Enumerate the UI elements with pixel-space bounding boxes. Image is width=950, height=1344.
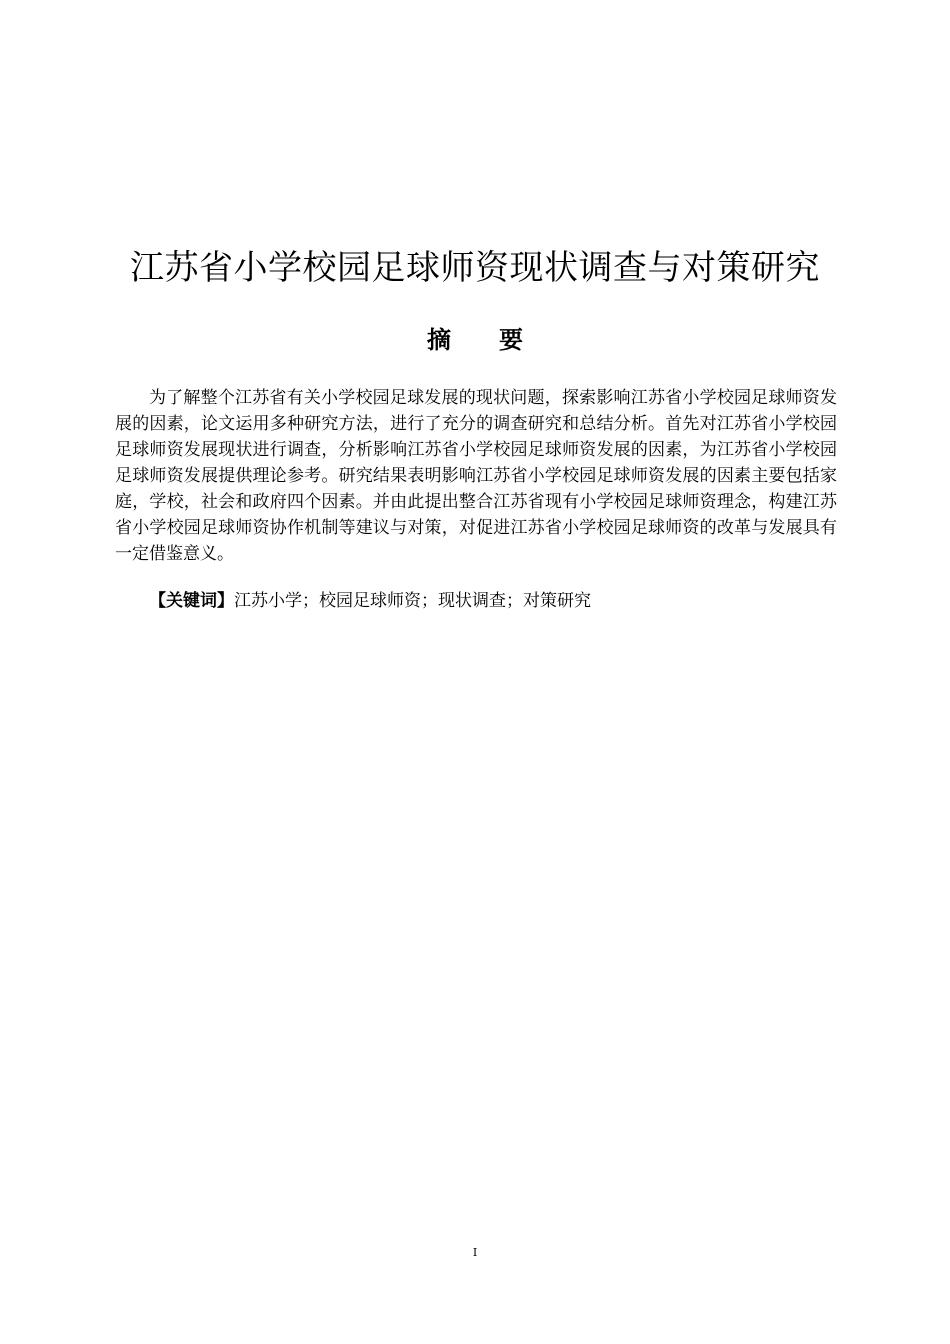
- page-number: I: [472, 1246, 478, 1259]
- keywords-line: [149, 588, 839, 614]
- abstract-paragraph: 为了解整个江苏省有关小学校园足球发展的现状问题，探索影响江苏省小学校园足球师资发展的因素，论文运用多种研究方法，进行了充分的调查研究和总结分析。首先对江苏省小学校园足球师资发展现状进行调查，分析影响江苏省小学校园足球师资发展的因素，为江苏省小学校园足球师资发展提供理论参考。研究结果表明影响江苏省小学校园足球师资发展的因素主要包括家庭，学校，社会和政府四个因素。并由此提出整合江苏省现有小学校园足球师资理念，构建江苏省小学校园足球师资协作机制等建议与对策，对促进江苏省小学校园足球师资的改革与发展具有一定借鉴意义。: [115, 388, 837, 564]
- keywords-text: 江苏小学；校园足球师资；现状调查；对策研究: [234, 591, 591, 611]
- keywords-label: 【关键词】: [149, 591, 234, 611]
- abstract-heading: 摘 要: [427, 326, 523, 354]
- paper-title: 江苏省小学校园足球师资现状调查与对策研究: [130, 248, 820, 288]
